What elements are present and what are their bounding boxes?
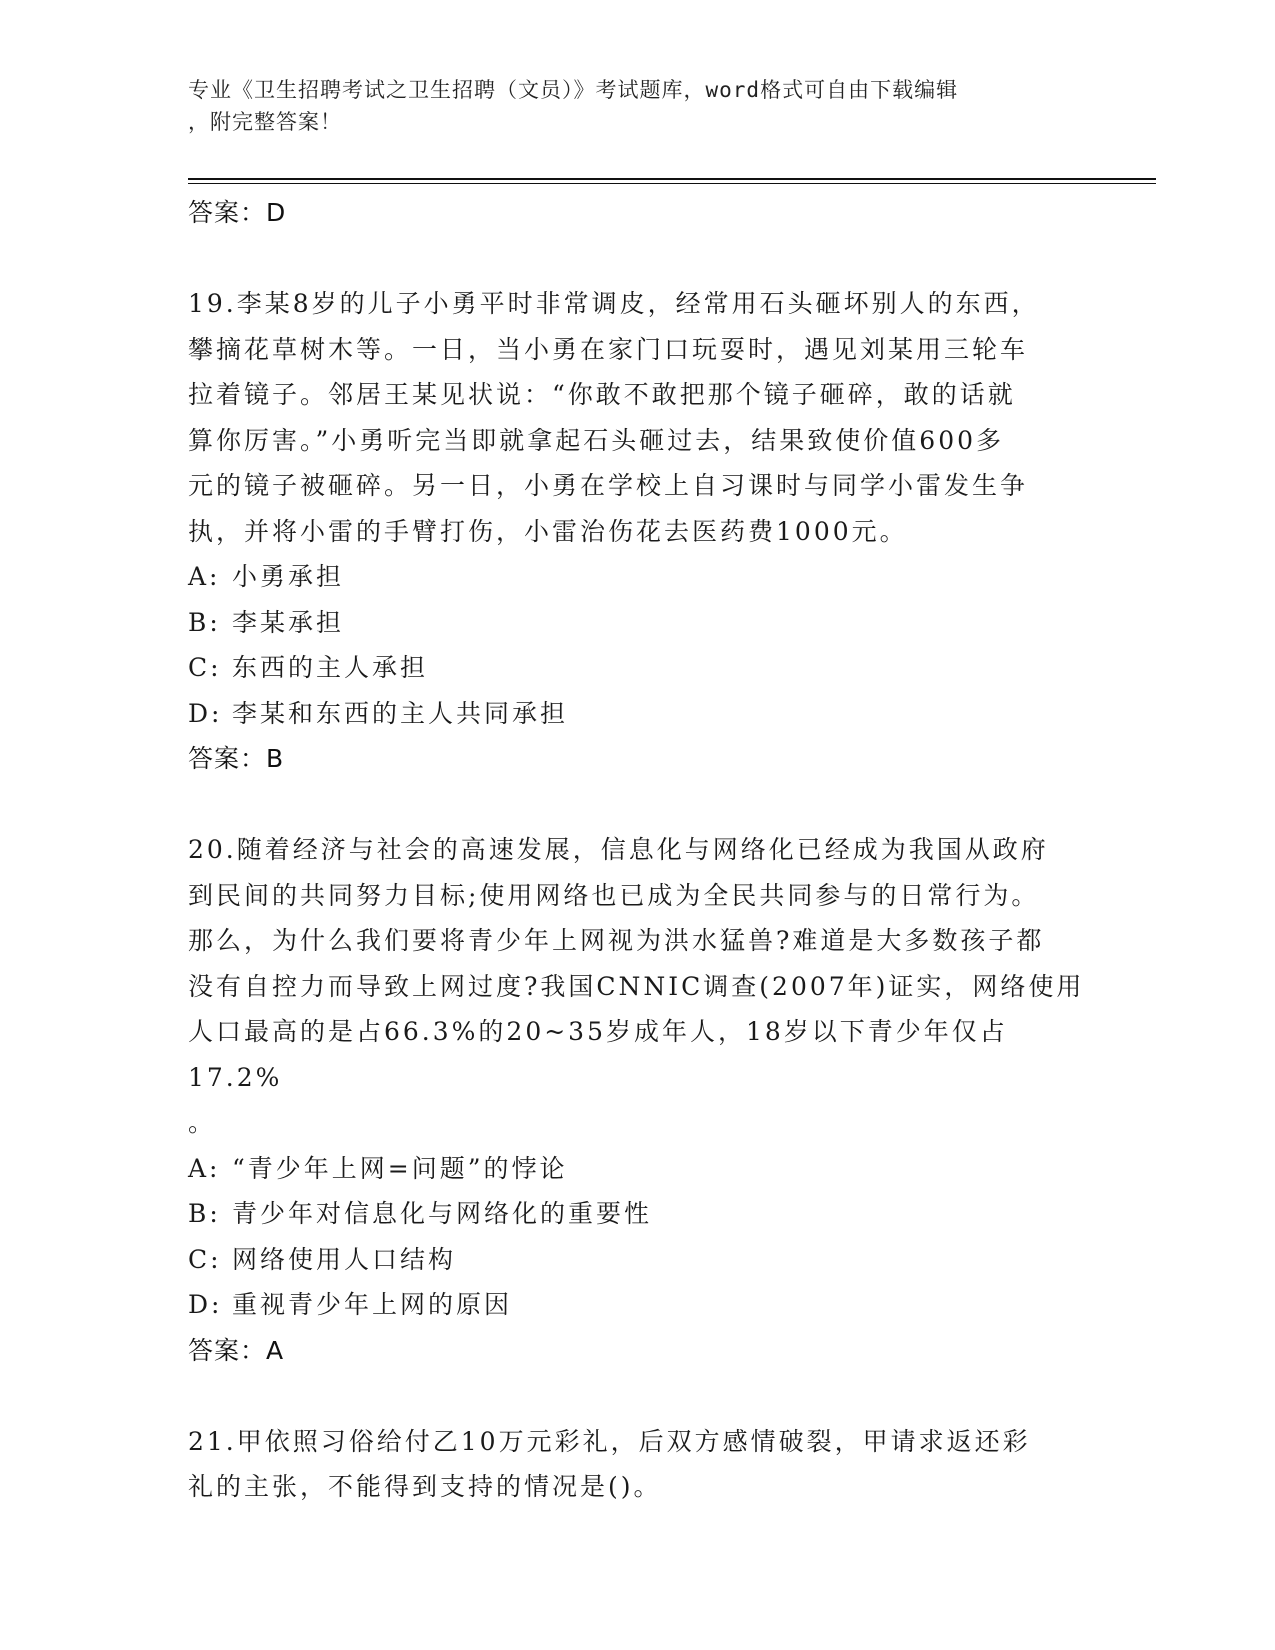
question-text-line: 21.甲依照习俗给付乙10万元彩礼，后双方感情破裂，甲请求返还彩 bbox=[188, 1426, 1031, 1456]
option-letter: C: bbox=[188, 653, 222, 682]
question-text-line: 拉着镜子。邻居王某见状说：“你敢不敢把那个镜子砸碎，敢的话就 bbox=[188, 380, 1016, 409]
option-c bbox=[188, 1237, 1088, 1283]
option-letter: B: bbox=[188, 1199, 221, 1228]
question-text-line: 。 bbox=[188, 1108, 217, 1137]
option-text: 青少年对信息化与网络化的重要性 bbox=[232, 1199, 653, 1228]
option-letter: B: bbox=[188, 607, 221, 637]
option-letter: A: bbox=[188, 1153, 221, 1183]
answer-20: 答案：A bbox=[188, 1335, 285, 1365]
option-c bbox=[188, 645, 1088, 691]
option-text: 李某承担 bbox=[232, 607, 345, 637]
option-d bbox=[188, 1282, 1088, 1328]
header-line-2: ，附完整答案！ bbox=[188, 110, 342, 134]
option-a bbox=[188, 1146, 1088, 1192]
question-text-line: 人口最高的是占66.3%的20~35岁成年人，18岁以下青少年仅占17.2% bbox=[188, 1017, 1008, 1092]
question-text-line: 算你厉害。”小勇听完当即就拿起石头砸过去，结果致使价值600多 bbox=[188, 425, 1005, 455]
header-line-1: 专业《卫生招聘考试之卫生招聘（文员）》考试题库，word格式可自由下载编辑 bbox=[188, 78, 959, 102]
question-text-line: 到民间的共同努力目标;使用网络也已成为全民共同参与的日常行为。 bbox=[188, 880, 1040, 910]
option-letter: D: bbox=[188, 698, 223, 728]
option-text: 网络使用人口结构 bbox=[232, 1244, 457, 1274]
question-19 bbox=[188, 281, 1088, 781]
option-b bbox=[188, 600, 1088, 646]
option-text: 李某和东西的主人共同承担 bbox=[232, 698, 569, 728]
option-text: 小勇承担 bbox=[232, 562, 345, 591]
header-divider-thick bbox=[188, 178, 1156, 180]
question-text-line: 执，并将小雷的手臂打伤，小雷治伤花去医药费1000元。 bbox=[188, 516, 908, 546]
option-text: 重视青少年上网的原因 bbox=[232, 1290, 513, 1319]
question-text-line: 没有自控力而导致上网过度?我国CNNIC调查(2007年)证实，网络使用 bbox=[188, 971, 1085, 1001]
question-text-line: 元的镜子被砸碎。另一日，小勇在学校上自习课时与同学小雷发生争 bbox=[188, 471, 1029, 500]
option-d bbox=[188, 691, 1088, 737]
question-text-line: 礼的主张，不能得到支持的情况是()。 bbox=[188, 1472, 662, 1501]
option-text: 东西的主人承担 bbox=[232, 653, 429, 682]
question-20 bbox=[188, 827, 1088, 1373]
question-list bbox=[188, 190, 1088, 1510]
option-letter: C: bbox=[188, 1244, 222, 1274]
option-a bbox=[188, 554, 1088, 600]
document-header bbox=[188, 74, 1068, 138]
question-text-line: 攀摘花草树木等。一日，当小勇在家门口玩耍时，遇见刘某用三轮车 bbox=[188, 334, 1029, 364]
option-text: “青少年上网=问题”的悖论 bbox=[232, 1153, 568, 1183]
answer-19: 答案：B bbox=[188, 744, 285, 773]
question-text-line: 那么，为什么我们要将青少年上网视为洪水猛兽?难道是大多数孩子都 bbox=[188, 926, 1045, 955]
previous-answer: 答案：D bbox=[188, 198, 287, 227]
option-letter: A: bbox=[188, 562, 221, 591]
header-divider-thin bbox=[188, 183, 1156, 184]
option-letter: D: bbox=[188, 1290, 223, 1319]
question-21 bbox=[188, 1419, 1088, 1510]
question-text-line: 19.李某8岁的儿子小勇平时非常调皮，经常用石头砸坏别人的东西， bbox=[188, 289, 1040, 318]
option-b bbox=[188, 1191, 1088, 1237]
question-text-line: 20.随着经济与社会的高速发展，信息化与网络化已经成为我国从政府 bbox=[188, 835, 1049, 864]
